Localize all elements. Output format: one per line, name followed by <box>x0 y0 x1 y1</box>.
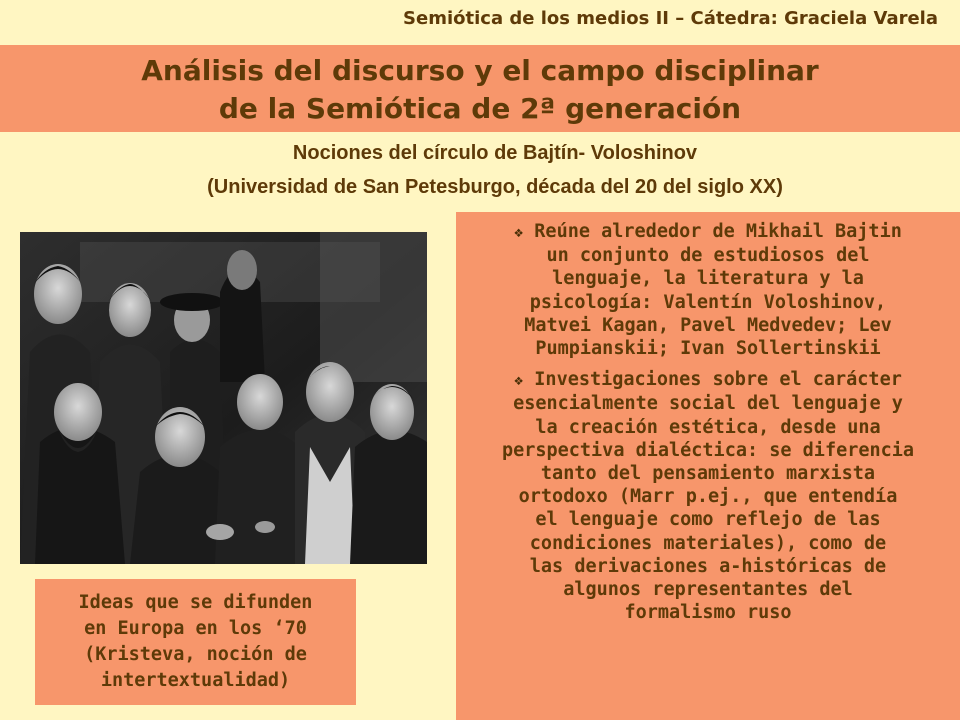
bullet-line: algunos representantes del <box>563 579 853 601</box>
bullet-line: psicología: Valentín Voloshinov, <box>529 291 887 313</box>
bullet-line: esencialmente social del lenguaje y <box>513 393 903 415</box>
bullet-line: formalismo ruso <box>624 602 792 624</box>
subtitle-line-1: Nociones del círculo de Bajtín- Voloshinov <box>292 142 698 164</box>
diamond-bullet-icon: ❖ <box>514 223 524 241</box>
bullet-line: tanto del pensamiento marxista <box>540 463 876 485</box>
bullet-line <box>456 368 960 392</box>
callout-line: en Europa en los ‘70 <box>84 618 307 639</box>
diamond-bullet-icon: ❖ <box>514 371 524 390</box>
bullet-line: un conjunto de estudiosos del <box>546 245 870 267</box>
content-panel <box>456 212 960 720</box>
bullet-line: Pumpianskii; Ivan Sollertinskii <box>535 338 881 360</box>
subtitle-line-2: (Universidad de San Petesburgo, década del 20 del siglo XX) <box>207 176 783 198</box>
group-photo <box>20 232 427 564</box>
bullet-line: la creación estética, desde una <box>535 416 881 438</box>
bullet-line: el lenguaje como reflejo de las <box>535 509 881 531</box>
bullet-list <box>456 220 960 624</box>
callout-line: (Kristeva, noción de <box>84 644 307 665</box>
bullet-item <box>456 220 960 360</box>
group-photo-illustration <box>20 232 427 564</box>
bullet-line: lenguaje, la literatura y la <box>552 268 864 290</box>
bullet-text: Investigaciones sobre el carácter <box>534 369 902 391</box>
course-header: Semiótica de los medios II – Cátedra: Graciela Varela <box>403 8 938 29</box>
kristeva-callout <box>35 579 356 705</box>
slide-title-line-1: Análisis del discurso y el campo disciplinar <box>141 54 819 87</box>
callout-line: Ideas que se difunden <box>78 592 313 613</box>
bullet-line: condiciones materiales), como de <box>529 532 887 554</box>
bullet-item <box>456 368 960 624</box>
callout-line: intertextualidad) <box>100 670 291 691</box>
bullet-line: Matvei Kagan, Pavel Medvedev; Lev <box>524 314 892 336</box>
slide-title-line-2: de la Semiótica de 2ª generación <box>218 92 742 125</box>
bullet-line: ortodoxo (Marr p.ej., que entendía <box>518 486 898 508</box>
bullet-line: las derivaciones a-históricas de <box>529 555 887 577</box>
bullet-text: Reúne alrededor de Mikhail Bajtin <box>534 221 902 242</box>
bullet-line <box>456 220 960 244</box>
bullet-line: perspectiva dialéctica: se diferencia <box>501 439 915 461</box>
